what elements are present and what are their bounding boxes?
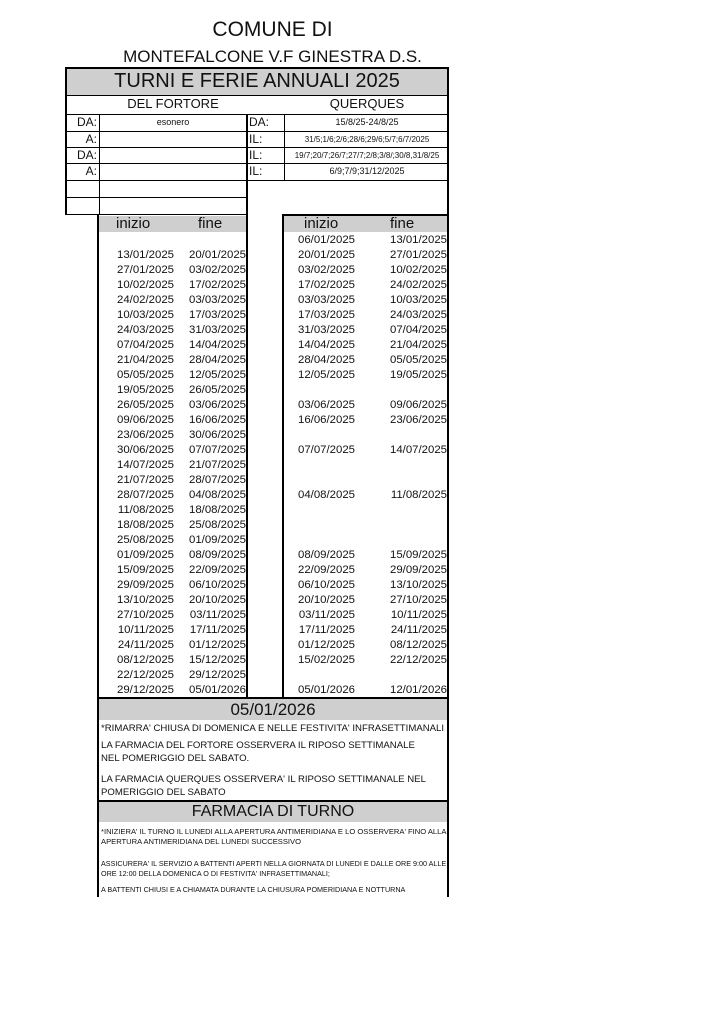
pharmacy-name-fortore: DEL FORTORE <box>127 96 219 111</box>
fortore-row-end-date: 29/12/2025 <box>188 669 246 681</box>
fortore-row-start-date: 26/05/2025 <box>116 399 174 411</box>
divider <box>65 197 247 198</box>
querques-row-start-date: 03/02/2025 <box>297 264 355 276</box>
fortore-row-start-date: 21/04/2025 <box>116 354 174 366</box>
querques-column-header <box>284 216 447 232</box>
fortore-row-end-date: 31/03/2025 <box>188 324 246 336</box>
fortore-row-start-date: 13/01/2025 <box>116 249 174 261</box>
fortore-row-start-date: 05/05/2025 <box>116 369 174 381</box>
querques-row-end-date: 13/01/2025 <box>389 234 447 246</box>
querques-row-start-date: 17/02/2025 <box>297 279 355 291</box>
fortore-row-start-date: 24/03/2025 <box>116 324 174 336</box>
fortore-row-end-date: 04/08/2025 <box>188 489 246 501</box>
fortore-row-end-date: 26/05/2025 <box>188 384 246 396</box>
querques-row-end-date: 21/04/2025 <box>389 339 447 351</box>
fortore-row-end-date: 28/04/2025 <box>188 354 246 366</box>
querques-row-start-date: 14/04/2025 <box>297 339 355 351</box>
querques-row-start-date: 03/11/2025 <box>298 609 355 621</box>
querques-row-end-date: 05/05/2025 <box>389 354 447 366</box>
querques-row-end-date: 24/03/2025 <box>389 309 447 321</box>
fortore-row-end-date: 16/06/2025 <box>188 414 246 426</box>
ferie-left-label: DA: <box>76 148 97 162</box>
ferie-right-value: 6/9;7/9;31/12/2025 <box>329 166 405 176</box>
fortore-row-end-date: 17/11/2025 <box>189 624 246 636</box>
fortore-rest-note: LA FARMACIA DEL FORTORE OSSERVERA IL RIPOSO SETTIMANALE NEL POMERIGGIO DEL SABATO. <box>101 740 415 764</box>
divider <box>65 180 449 181</box>
querques-row-start-date: 06/10/2025 <box>297 579 355 591</box>
fortore-row-end-date: 28/07/2025 <box>188 474 246 486</box>
querques-row-start-date: 04/08/2025 <box>297 489 355 501</box>
column-start-label: inizio <box>116 215 151 232</box>
end-date: 05/01/2026 <box>99 699 447 720</box>
fortore-row-end-date: 03/03/2025 <box>188 294 246 306</box>
querques-row-end-date: 27/01/2025 <box>389 249 447 261</box>
querques-row-start-date: 06/01/2025 <box>297 234 355 246</box>
querques-row-end-date: 29/09/2025 <box>389 564 447 576</box>
fortore-row-start-date: 07/04/2025 <box>116 339 174 351</box>
querques-row-start-date: 03/03/2025 <box>297 294 355 306</box>
ferie-right-label: IL: <box>249 132 263 146</box>
farmacia-di-turno-title: FARMACIA DI TURNO <box>99 802 447 822</box>
querques-row-end-date: 13/10/2025 <box>389 579 447 591</box>
fortore-row-start-date: 10/02/2025 <box>116 279 174 291</box>
ferie-right-value: 19/7;20/7;26/7;27/7;2/8;3/8/;30/8,31/8/25 <box>294 151 440 160</box>
ferie-right-label: IL: <box>249 148 263 162</box>
fortore-row-end-date: 12/05/2025 <box>188 369 246 381</box>
turno-closed-note: A BATTENTI CHIUSI E A CHIAMATA DURANTE LA CHIUSURA POMERIDIANA E NOTTURNA <box>101 885 406 894</box>
fortore-row-start-date: 23/06/2025 <box>116 429 174 441</box>
querques-row-start-date: 16/06/2025 <box>297 414 355 426</box>
fortore-column-header <box>99 216 246 232</box>
querques-row-end-date: 14/07/2025 <box>389 444 447 456</box>
fortore-row-end-date: 20/10/2025 <box>188 594 246 606</box>
ferie-right-value: 15/8/25-24/8/25 <box>335 117 399 127</box>
querques-row-end-date: 09/06/2025 <box>389 399 447 411</box>
fortore-row-end-date: 08/09/2025 <box>188 549 246 561</box>
comune-name: MONTEFALCONE V.F GINESTRA D.S. <box>123 47 422 66</box>
fortore-row-start-date: 10/03/2025 <box>116 309 174 321</box>
querques-row-end-date: 19/05/2025 <box>389 369 447 381</box>
ferie-left-label: DA: <box>76 115 97 129</box>
querques-row-start-date: 20/01/2025 <box>297 249 355 261</box>
querques-row-start-date: 07/07/2025 <box>297 444 355 456</box>
querques-row-end-date: 27/10/2025 <box>389 594 447 606</box>
fortore-row-start-date: 19/05/2025 <box>116 384 174 396</box>
fortore-row-start-date: 27/01/2025 <box>116 264 174 276</box>
ferie-left-value: esonero <box>156 117 190 127</box>
querques-row-end-date: 23/06/2025 <box>389 414 447 426</box>
fortore-row-start-date: 21/07/2025 <box>116 474 174 486</box>
querques-rest-note: LA FARMACIA QUERQUES OSSERVERA' IL RIPOSO SETTIMANALE NEL POMERIGGIO DEL SABATO <box>101 774 426 798</box>
fortore-row-start-date: 10/11/2025 <box>117 624 174 636</box>
fortore-row-end-date: 17/02/2025 <box>188 279 246 291</box>
querques-row-start-date: 31/03/2025 <box>297 324 355 336</box>
fortore-row-end-date: 05/01/2026 <box>188 684 246 696</box>
column-end-label: fine <box>390 215 415 232</box>
querques-row-end-date: 07/04/2025 <box>389 324 447 336</box>
ferie-right-value: 31/5;1/6;2/6;28/6;29/6;5/7;6/7/2025 <box>304 135 430 144</box>
fortore-row-end-date: 06/10/2025 <box>188 579 246 591</box>
ferie-right-label: DA: <box>249 115 270 129</box>
ferie-right-label: IL: <box>249 164 263 178</box>
querques-row-end-date: 08/12/2025 <box>389 639 447 651</box>
fortore-row-start-date: 29/09/2025 <box>116 579 174 591</box>
querques-row-start-date: 15/02/2025 <box>297 654 355 666</box>
fortore-row-start-date: 13/10/2025 <box>116 594 174 606</box>
querques-row-end-date: 12/01/2026 <box>389 684 447 696</box>
querques-row-start-date: 12/05/2025 <box>297 369 355 381</box>
querques-row-end-date: 15/09/2025 <box>389 549 447 561</box>
fortore-row-start-date: 30/06/2025 <box>116 444 174 456</box>
fortore-row-end-date: 03/11/2025 <box>189 609 246 621</box>
document-title: TURNI E FERIE ANNUALI 2025 <box>66 69 448 95</box>
closure-note: *RIMARRA' CHIUSA DI DOMENICA E NELLE FESTIVITA' INFRASETTIMANALI <box>101 723 445 734</box>
column-start-label: inizio <box>304 215 339 232</box>
fortore-row-start-date: 25/08/2025 <box>116 534 174 546</box>
fortore-row-start-date: 11/08/2025 <box>117 504 174 516</box>
fortore-row-end-date: 17/03/2025 <box>188 309 246 321</box>
fortore-row-start-date: 22/12/2025 <box>116 669 174 681</box>
fortore-row-start-date: 15/09/2025 <box>116 564 174 576</box>
querques-row-end-date: 24/02/2025 <box>389 279 447 291</box>
querques-row-start-date: 17/11/2025 <box>298 624 355 636</box>
fortore-row-end-date: 20/01/2025 <box>188 249 246 261</box>
fortore-row-start-date: 01/09/2025 <box>116 549 174 561</box>
pharmacy-name-querques: QUERQUES <box>329 96 405 111</box>
fortore-row-end-date: 07/07/2025 <box>188 444 246 456</box>
querques-row-start-date: 22/09/2025 <box>297 564 355 576</box>
fortore-row-end-date: 03/06/2025 <box>188 399 246 411</box>
fortore-row-start-date: 08/12/2025 <box>116 654 174 666</box>
turno-service-note: ASSICURERA' IL SERVIZIO A BATTENTI APERTI NELLA GIORNATA DI LUNEDI E DALLE ORE 9:00 ALLE ORE 12:00 DELLA DOMENICA O DI FESTIVITA' INFRASETTIMANALI; <box>101 859 447 878</box>
querques-row-start-date: 20/10/2025 <box>297 594 355 606</box>
fortore-row-end-date: 14/04/2025 <box>188 339 246 351</box>
querques-row-start-date: 05/01/2026 <box>297 684 355 696</box>
fortore-row-end-date: 15/12/2025 <box>188 654 246 666</box>
querques-row-start-date: 01/12/2025 <box>297 639 355 651</box>
querques-row-end-date: 11/08/2025 <box>390 489 447 501</box>
fortore-row-end-date: 03/02/2025 <box>188 264 246 276</box>
turno-start-note: *INIZIERA' IL TURNO IL LUNEDI ALLA APERTURA ANTIMERIDIANA E LO OSSERVERA' FINO ALLA APERTURA ANTIMERIDIANA DEL LUNEDI SUCCESSIVO <box>101 827 447 846</box>
fortore-row-end-date: 21/07/2025 <box>188 459 246 471</box>
querques-row-end-date: 24/11/2025 <box>390 624 447 636</box>
divider <box>246 114 248 214</box>
fortore-row-start-date: 24/11/2025 <box>117 639 174 651</box>
ferie-left-label: A: <box>85 132 97 146</box>
fortore-row-end-date: 01/09/2025 <box>188 534 246 546</box>
querques-row-end-date: 10/11/2025 <box>390 609 447 621</box>
fortore-row-end-date: 30/06/2025 <box>188 429 246 441</box>
fortore-row-end-date: 18/08/2025 <box>188 504 246 516</box>
fortore-row-start-date: 28/07/2025 <box>116 489 174 501</box>
querques-row-end-date: 10/02/2025 <box>389 264 447 276</box>
querques-row-start-date: 28/04/2025 <box>297 354 355 366</box>
fortore-row-start-date: 09/06/2025 <box>116 414 174 426</box>
querques-row-start-date: 17/03/2025 <box>297 309 355 321</box>
fortore-row-end-date: 25/08/2025 <box>188 519 246 531</box>
fortore-row-end-date: 22/09/2025 <box>188 564 246 576</box>
fortore-row-start-date: 27/10/2025 <box>116 609 174 621</box>
column-end-label: fine <box>198 215 223 232</box>
querques-row-end-date: 22/12/2025 <box>389 654 447 666</box>
querques-row-start-date: 03/06/2025 <box>297 399 355 411</box>
querques-row-start-date: 08/09/2025 <box>297 549 355 561</box>
querques-row-end-date: 10/03/2025 <box>389 294 447 306</box>
fortore-row-start-date: 14/07/2025 <box>116 459 174 471</box>
fortore-row-start-date: 18/08/2025 <box>116 519 174 531</box>
fortore-row-end-date: 01/12/2025 <box>188 639 246 651</box>
fortore-row-start-date: 24/02/2025 <box>116 294 174 306</box>
ferie-left-label: A: <box>85 164 97 178</box>
comune-title: COMUNE DI <box>212 18 333 41</box>
fortore-row-start-date: 29/12/2025 <box>116 684 174 696</box>
